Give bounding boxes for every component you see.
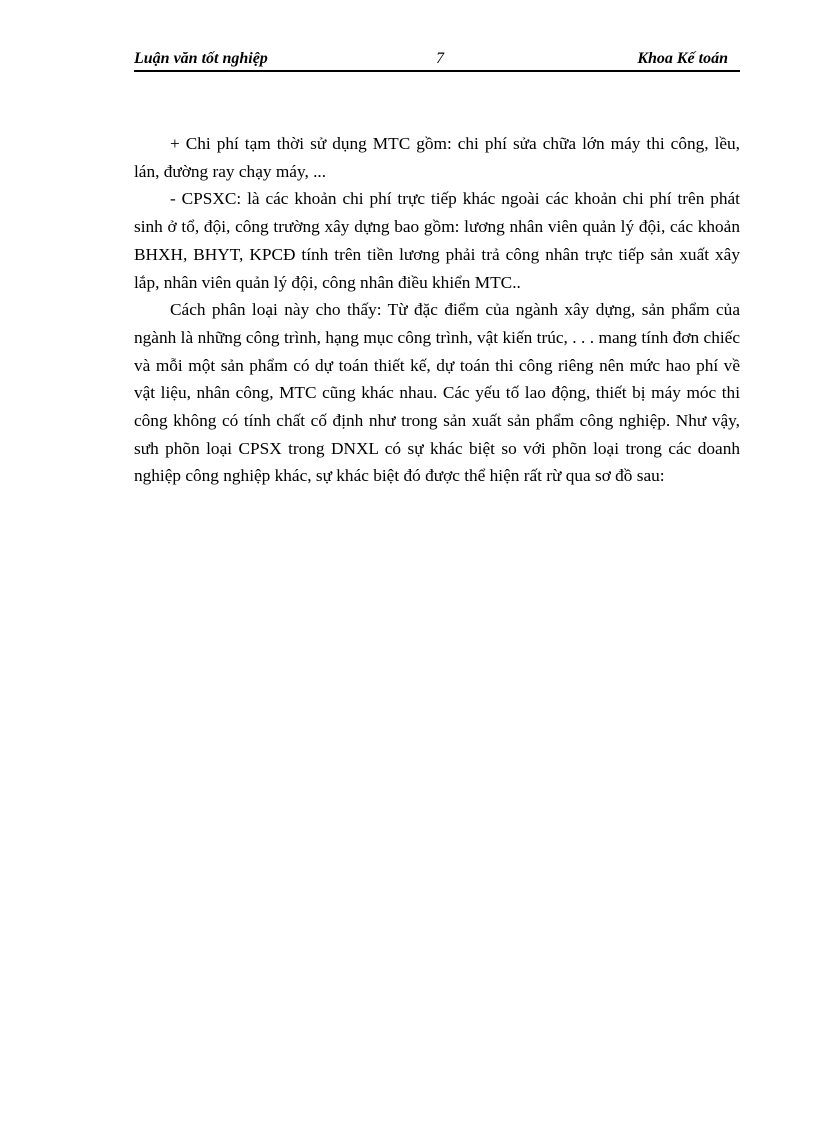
page-number: 7: [436, 50, 444, 67]
paragraph-classification: Cách phân loại này cho thấy: Từ đặc điểm của ngành xây dựng, sản phẩm của ngành là những công trình, hạng mục công trình, vật kiến trúc, . . . mang tính đơn chiếc và mỗi một sản phẩm có dự toán thiết kế, dự toán thi công riêng nên mức hao phí về vật liệu, nhân công, MTC cũng khác nhau. Các yếu tố lao động, thiết bị máy móc thi công không có tính chất cố định như trong sản xuất sản phẩm công nghiệp. Như vậy, sưh phõn loại CPSX trong DNXL có sự khác biệt so với phõn loại trong các doanh nghiệp công nghiệp khác, sự khác biệt đó được thể hiện rất rừ qua sơ đồ sau:: [134, 300, 740, 486]
paragraph-temporary-costs: + Chi phí tạm thời sử dụng MTC gồm: chi phí sửa chữa lớn máy thi công, lều, lán, đường ray chạy máy, ...: [134, 134, 740, 181]
header-thesis-title: Luận văn tốt nghiệp: [134, 50, 268, 67]
header-faculty: Khoa Kế toán: [637, 50, 728, 67]
paragraph-cpsxc: - CPSXC: là các khoản chi phí trực tiếp khác ngoài các khoản chi phí trên phát sinh ở tổ, đội, công trường xây dựng bao gồm: lương nhân viên quản lý đội, các khoản BHXH, BHYT, KPCĐ tính trên tiền lương phải trả công nhân trực tiếp sản xuất xây lắp, nhân viên quản lý đội, công nhân điều khiển MTC..: [134, 189, 740, 292]
body-text: [134, 130, 740, 490]
page-header: [134, 46, 740, 72]
